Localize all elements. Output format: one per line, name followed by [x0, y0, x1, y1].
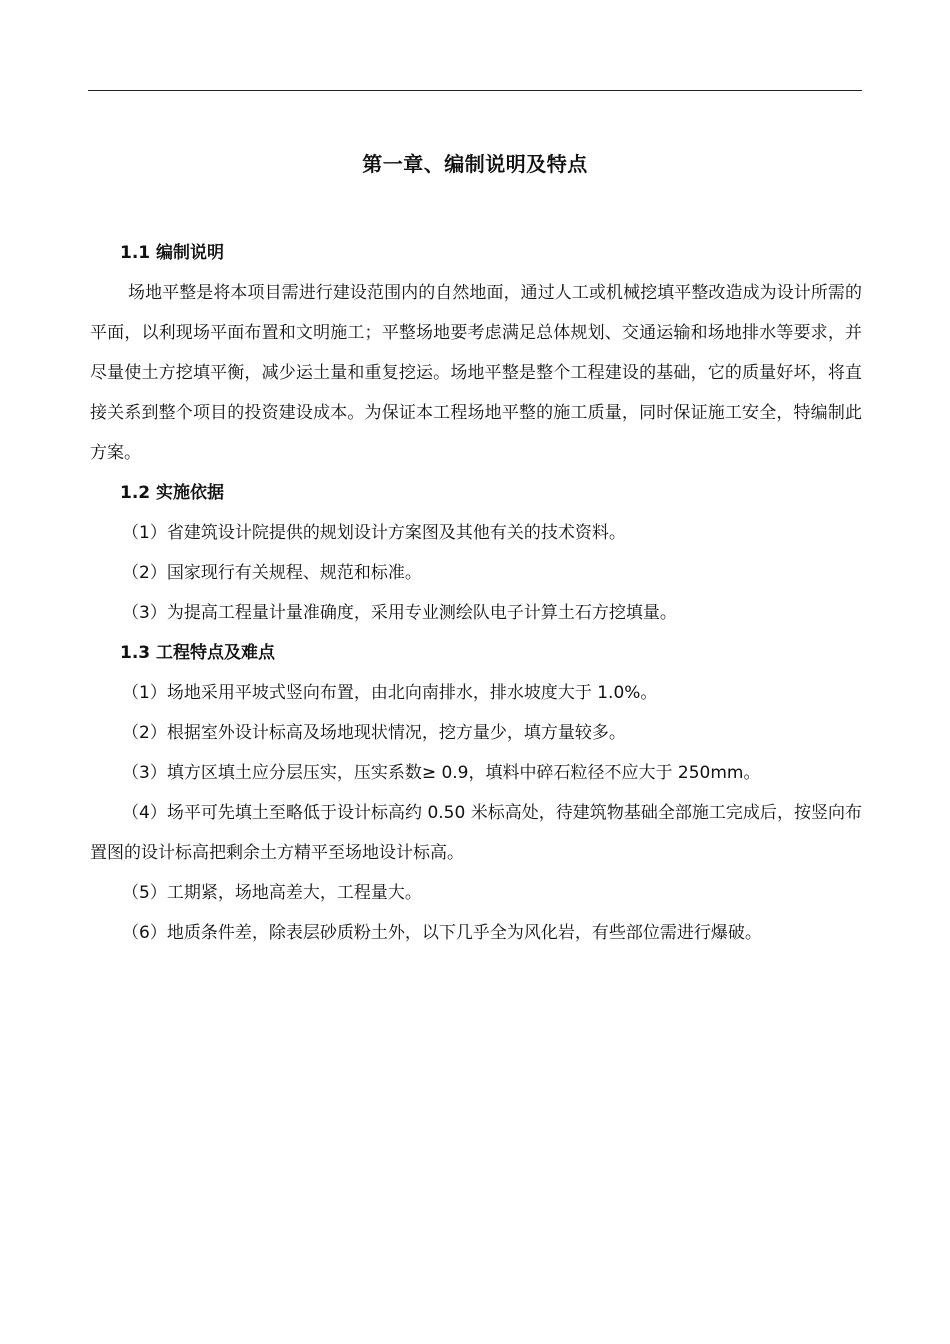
section-heading-1-2: 1.2 实施依据 [120, 483, 225, 503]
document-body [90, 233, 862, 953]
list-item: （5）工期紧，场地高差大，工程量大。 [122, 883, 422, 903]
list-item: （1）省建筑设计院提供的规划设计方案图及其他有关的技术资料。 [122, 523, 626, 543]
list-item: （3）填方区填土应分层压实，压实系数≥ 0.9，填料中碎石粒径不应大于 250mm。 [122, 763, 761, 783]
section-paragraph-1-1: 场地平整是将本项目需进行建设范围内的自然地面，通过人工或机械挖填平整改造成为设计所需的平面，以利现场平面布置和文明施工；平整场地要考虑满足总体规划、交通运输和场地排水等要求，并尽量使土方挖填平衡，减少运土量和重复挖运。场地平整是整个工程建设的基础，它的质量好坏，将直接关系到整个项目的投资建设成本。为保证本工程场地平整的施工质量，同时保证施工安全，特编制此方案。 [90, 283, 862, 463]
list-item: （4）场平可先填土至略低于设计标高约 0.50 米标高处，待建筑物基础全部施工完成后，按竖向布置图的设计标高把剩余土方精平至场地设计标高。 [90, 803, 862, 863]
list-item: （2）国家现行有关规程、规范和标准。 [122, 563, 422, 583]
section-heading-1-3: 1.3 工程特点及难点 [120, 643, 276, 663]
list-item: （6）地质条件差，除表层砂质粉土外，以下几乎全为风化岩，有些部位需进行爆破。 [122, 923, 762, 943]
list-item: （3）为提高工程量计量准确度，采用专业测绘队电子计算土石方挖填量。 [122, 603, 677, 623]
list-item: （2）根据室外设计标高及场地现状情况，挖方量少，填方量较多。 [122, 723, 626, 743]
header-rule [88, 90, 862, 91]
chapter-title: 第一章、编制说明及特点 [362, 152, 588, 176]
list-item: （1）场地采用平坡式竖向布置，由北向南排水，排水坡度大于 1.0%。 [122, 683, 658, 703]
section-heading-1-1: 1.1 编制说明 [120, 243, 225, 263]
